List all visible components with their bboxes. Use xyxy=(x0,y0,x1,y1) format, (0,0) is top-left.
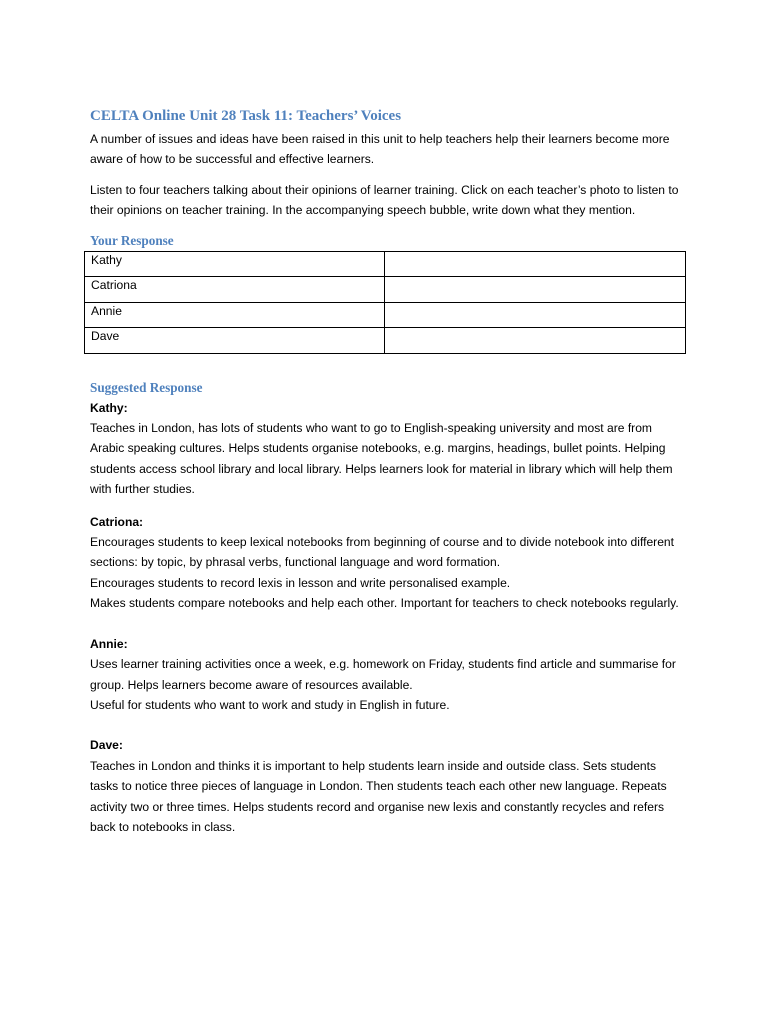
teacher-comment: Makes students compare notebooks and help each other. Important for teachers to check notebooks regularly. xyxy=(90,596,679,611)
teacher-name-cell: Annie xyxy=(85,302,385,328)
teacher-name: Catriona: xyxy=(90,514,144,529)
teacher-comment: Teaches in London and thinks it is important to help students learn inside and outside class. Sets students tasks to notice three pieces of language in London. Then students teach each other new language. Repeats activity two or three times. Helps students record and organise new lexis and constantly recycles and refers back to notebooks in class. xyxy=(90,758,667,834)
teacher-comment: Teaches in London, has lots of students who want to go to English-speaking university and most are from Arabic speaking cultures. Helps students organise notebooks, e.g. margins, headings, bullet points. Helping students access school library and local library. Helps learners look for material in library which will help them with further studies. xyxy=(90,421,673,497)
teacher-name-cell: Kathy xyxy=(85,251,385,277)
response-cell-dave[interactable] xyxy=(385,328,686,354)
teacher-name-cell: Catriona xyxy=(85,277,385,303)
teacher-name: Annie: xyxy=(90,636,128,651)
intro-paragraph-1: A number of issues and ideas have been raised in this unit to help teachers help their learners become more aware of how to be successful and effective learners. xyxy=(90,132,670,167)
response-cell-catriona[interactable] xyxy=(385,277,686,303)
teacher-block-annie xyxy=(90,634,686,716)
response-cell-kathy[interactable] xyxy=(385,251,686,277)
your-response-heading: Your Response xyxy=(90,232,174,248)
intro-paragraph-2: Listen to four teachers talking about their opinions of learner training. Click on each teacher’s photo to listen to their opinions on teacher training. In the accompanying speech bubble, write down what they mention. xyxy=(90,182,679,218)
teacher-block-kathy xyxy=(90,398,686,500)
table-row xyxy=(85,277,686,303)
response-cell-annie[interactable] xyxy=(385,302,686,328)
response-table xyxy=(84,251,686,354)
teacher-comment: Encourages students to record lexis in lesson and write personalised example. xyxy=(90,575,511,590)
page-title: CELTA Online Unit 28 Task 11: Teachers’ Voices xyxy=(90,108,402,124)
teacher-name-cell: Dave xyxy=(85,328,385,354)
teacher-comment: Uses learner training activities once a week, e.g. homework on Friday, students find article and summarise for group. Helps learners become aware of resources available. xyxy=(90,657,676,692)
teacher-name: Dave: xyxy=(90,738,123,753)
table-row xyxy=(85,251,686,277)
teacher-comment: Useful for students who want to work and study in English in future. xyxy=(90,697,450,712)
table-row xyxy=(85,328,686,354)
teacher-block-catriona xyxy=(90,512,686,614)
suggested-response-heading: Suggested Response xyxy=(90,379,203,395)
teacher-comment: Encourages students to keep lexical notebooks from beginning of course and to divide notebook into different sections: by topic, by phrasal verbs, functional language and word formation. xyxy=(90,535,675,570)
teacher-name: Kathy: xyxy=(90,400,128,415)
suggested-response-section xyxy=(90,378,686,838)
teacher-block-dave xyxy=(90,735,686,837)
table-row xyxy=(85,302,686,328)
document-page xyxy=(90,106,686,849)
